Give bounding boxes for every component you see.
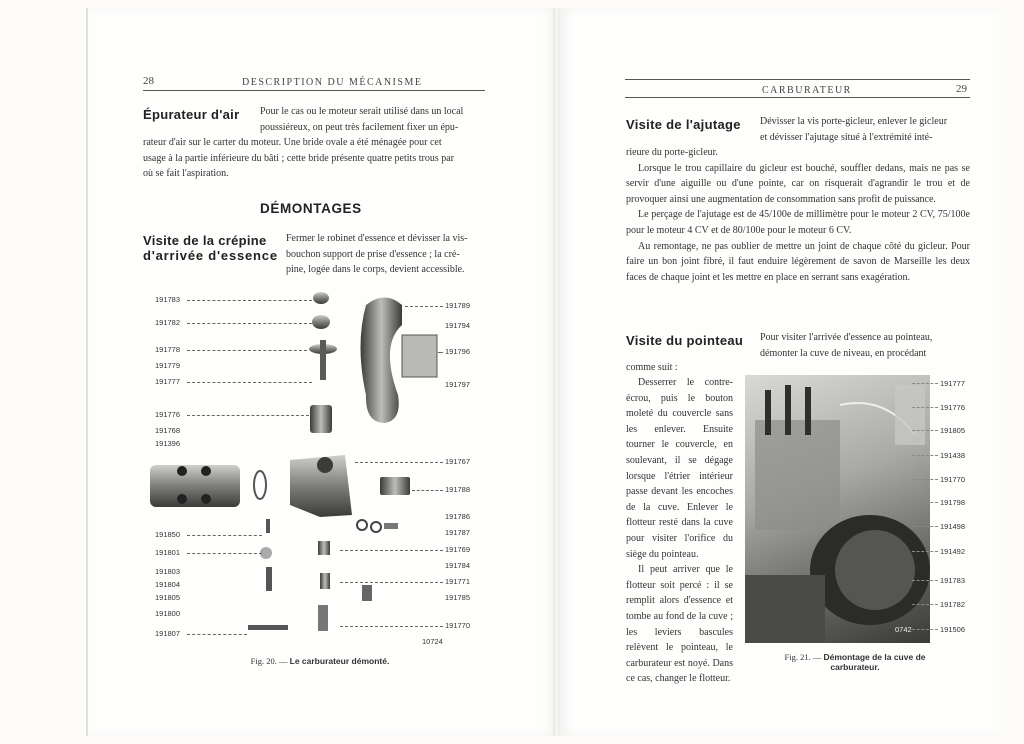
- fig21-label: 191776: [940, 403, 966, 412]
- part-191787: [384, 523, 398, 529]
- leader-line: [405, 306, 443, 307]
- right-page-number: 29: [956, 83, 967, 95]
- figure-20: [140, 285, 490, 665]
- text-line: où se fait l'aspiration.: [143, 168, 229, 180]
- fig20-label: 191788: [445, 485, 471, 494]
- figure-21-photo: [745, 375, 930, 643]
- carburetor-exploded-drawing: [140, 285, 490, 645]
- fig20-label: 191789: [445, 301, 471, 310]
- left-header-rule: [143, 90, 485, 91]
- fig21-label: 191798: [940, 498, 966, 507]
- crepine-body: [286, 231, 485, 278]
- fig20-label: 191801: [155, 548, 181, 557]
- text-line: bouchon support de prise d'essence ; la cré-: [286, 248, 460, 260]
- pointeau-lead: comme suit :: [626, 362, 678, 373]
- text-line: et dévisser l'ajutage situé à l'extrémité inté-: [760, 131, 933, 143]
- right-header-rule: [625, 97, 970, 98]
- fig20-label: 191805: [155, 593, 181, 602]
- leader-line: [187, 350, 307, 351]
- part-191771: [320, 573, 330, 589]
- fig20-label: 191784: [445, 561, 471, 570]
- part-191788: [380, 477, 410, 495]
- part-191850: [266, 519, 270, 533]
- leader-line: [340, 550, 443, 551]
- left-page-number: 28: [143, 75, 154, 87]
- fig20-label: 191778: [155, 345, 181, 354]
- fig20-label: 191796: [445, 347, 471, 356]
- pointeau-heading: Visite du pointeau: [626, 333, 744, 348]
- epurateur-heading: Épurateur d'air: [143, 107, 240, 122]
- paragraph: Desserrer le contre-écrou, puis le bouton moleté du couvercle sans les enlever. Ensuite tourner le couvercle, en soulevant, il se dégage lorsque l'étrier intérieur passe devant les encoches de la cuve. Enlever le flotteur resté dans la cuve pour visiter l'orifice du siège du pointeau.: [626, 377, 733, 560]
- text-line: Fermer le robinet d'essence et dévisser la vis-: [286, 233, 468, 244]
- part-191807: [248, 625, 288, 630]
- leader-line: [912, 383, 938, 384]
- pointeau-intro: [760, 330, 970, 361]
- text-line: rateur d'air sur le carter du moteur. Une bride ovale a été ménagée pour cet: [143, 137, 442, 148]
- leader-line: [187, 382, 312, 383]
- plate-number: 0742: [895, 625, 912, 634]
- fig21-label: 191492: [940, 547, 966, 556]
- fig20-label: 191776: [155, 410, 181, 419]
- leader-line: [912, 502, 938, 503]
- paragraph: Il peut arriver que le flotteur soit percé : il se remplit alors d'essence et tombe au fond de la cuve ; les leviers bascules relèvent le pointeau, le carburateur est noyé. Dans ce cas, changer le flotteur.: [626, 564, 733, 685]
- text-line: Dévisser la vis porte-gicleur, enlever le gicleur: [760, 116, 948, 127]
- caption-title: Le carburateur démonté.: [289, 656, 390, 666]
- carburetor-photo-illustration: [745, 375, 930, 643]
- paragraph: Le perçage de l'ajutage est de 45/100e de millimètre pour le moteur 2 CV, 75/100e pour le moteur 4 CV et de 80/100e pour le moteur 6 CV.: [626, 209, 970, 236]
- text-line: usage à la partie inférieure du bâti ; cette bride présente quatre petits trous par: [143, 152, 454, 164]
- leader-line: [187, 553, 262, 554]
- fig20-label: 191779: [155, 361, 181, 370]
- fig21-caption: [760, 652, 950, 672]
- fig20-label: 191804: [155, 580, 181, 589]
- fig20-label: 191785: [445, 593, 471, 602]
- fig20-label: 191767: [445, 457, 471, 466]
- fig20-label: 191771: [445, 577, 471, 586]
- leader-line: [187, 535, 262, 536]
- fig20-label: 191807: [155, 629, 181, 638]
- part-191785: [362, 585, 372, 601]
- plate-number: 10724: [422, 637, 443, 646]
- leader-line: [912, 526, 938, 527]
- caption-prefix: Fig. 21. —: [784, 652, 822, 662]
- fig20-label: 191777: [155, 377, 181, 386]
- section-title: DÉMONTAGES: [260, 201, 362, 216]
- part-191783: [313, 292, 329, 304]
- fig20-caption: [230, 656, 410, 666]
- fig21-label: 191805: [940, 426, 966, 435]
- leader-line: [187, 323, 312, 324]
- leader-line: [912, 580, 938, 581]
- fig20-label: 191787: [445, 528, 471, 537]
- leader-line: [355, 462, 443, 463]
- part-191796: [402, 335, 437, 377]
- fig21-label: 191438: [940, 451, 966, 460]
- fig20-label: 191850: [155, 530, 181, 539]
- ajutage-body: [626, 145, 970, 285]
- caption-title: Démontage de la cuve de: [823, 652, 926, 662]
- right-header-rule-top: [625, 79, 970, 80]
- fig21-label: 191506: [940, 625, 966, 634]
- fig21-label: 191770: [940, 475, 966, 484]
- paragraph: rieure du porte-gicleur.: [626, 147, 718, 158]
- part-191782: [312, 315, 330, 329]
- fig20-label: 191794: [445, 321, 471, 330]
- leader-line: [912, 430, 938, 431]
- leader-line: [912, 479, 938, 480]
- fig21-label: 191783: [940, 576, 966, 585]
- fig20-label: 191783: [155, 295, 181, 304]
- leader-line: [438, 352, 443, 353]
- right-running-head: CARBURATEUR: [762, 85, 852, 96]
- part-191789: [361, 298, 403, 424]
- text-line: Pour visiter l'arrivée d'essence au pointeau,: [760, 332, 933, 343]
- leader-line: [340, 626, 443, 627]
- leader-line: [187, 634, 247, 635]
- fig20-label: 191800: [155, 609, 181, 618]
- fig20-label: 191786: [445, 512, 471, 521]
- fig20-label: 191782: [155, 318, 181, 327]
- caption-prefix: Fig. 20. —: [250, 656, 288, 666]
- part-191769: [318, 541, 330, 555]
- ajutage-heading: Visite de l'ajutage: [626, 117, 741, 132]
- leader-line: [187, 300, 312, 301]
- part-191786: [357, 520, 367, 530]
- fig20-label: 191770: [445, 621, 471, 630]
- left-running-head: DESCRIPTION DU MÉCANISME: [242, 77, 423, 88]
- paragraph: Au remontage, ne pas oublier de mettre un joint de chaque côté du gicleur. Pour faire un bon joint fibré, il faut enduire légèrement de savon de Marseille les deux faces de chaque joint et les mettre en place en serrant sans exagération.: [626, 240, 970, 283]
- paragraph: Lorsque le trou capillaire du gicleur est bouché, souffler dedans, mais ne pas se servir d'une aiguille ou d'une pointe, car on risquerait d'agrandir le trou et de provoquer ainsi une augmentation de consommation sans profit de puissance.: [626, 162, 970, 205]
- epurateur-body-side: [260, 104, 485, 135]
- leader-line: [187, 415, 309, 416]
- crepine-heading-line1: Visite de la crépine: [143, 233, 267, 248]
- fig20-label: 191769: [445, 545, 471, 554]
- leader-line: [412, 490, 443, 491]
- leader-line: [912, 629, 938, 630]
- text-line: pine, logée dans le corps, devient accessible.: [286, 264, 465, 276]
- fig20-label: 191396: [155, 439, 181, 448]
- fig21-label: 191782: [940, 600, 966, 609]
- fig20-label: 191768: [155, 426, 181, 435]
- part-191770: [318, 605, 328, 631]
- text-line: poussiéreux, on peut très facilement fixer un épu-: [260, 121, 459, 133]
- leader-line: [912, 604, 938, 605]
- caption-title: carburateur.: [830, 662, 880, 672]
- crepine-heading-line2: d'arrivée d'essence: [143, 248, 278, 263]
- pointeau-column: [626, 375, 733, 687]
- part-191396: [150, 465, 240, 507]
- text-line: démonter la cuve de niveau, en procédant: [760, 347, 927, 359]
- leader-line: [912, 407, 938, 408]
- text-line: Pour le cas ou le moteur serait utilisé dans un local: [260, 106, 464, 117]
- fig20-label: 191797: [445, 380, 471, 389]
- part-191803: [266, 567, 272, 591]
- leader-line: [912, 455, 938, 456]
- fig21-label: 191777: [940, 379, 966, 388]
- fig21-label: 191498: [940, 522, 966, 531]
- part-191776: [310, 405, 332, 433]
- fig20-label: 191803: [155, 567, 181, 576]
- ajutage-intro: [760, 114, 970, 145]
- epurateur-body: [143, 135, 485, 182]
- leader-line: [340, 582, 443, 583]
- leader-line: [912, 551, 938, 552]
